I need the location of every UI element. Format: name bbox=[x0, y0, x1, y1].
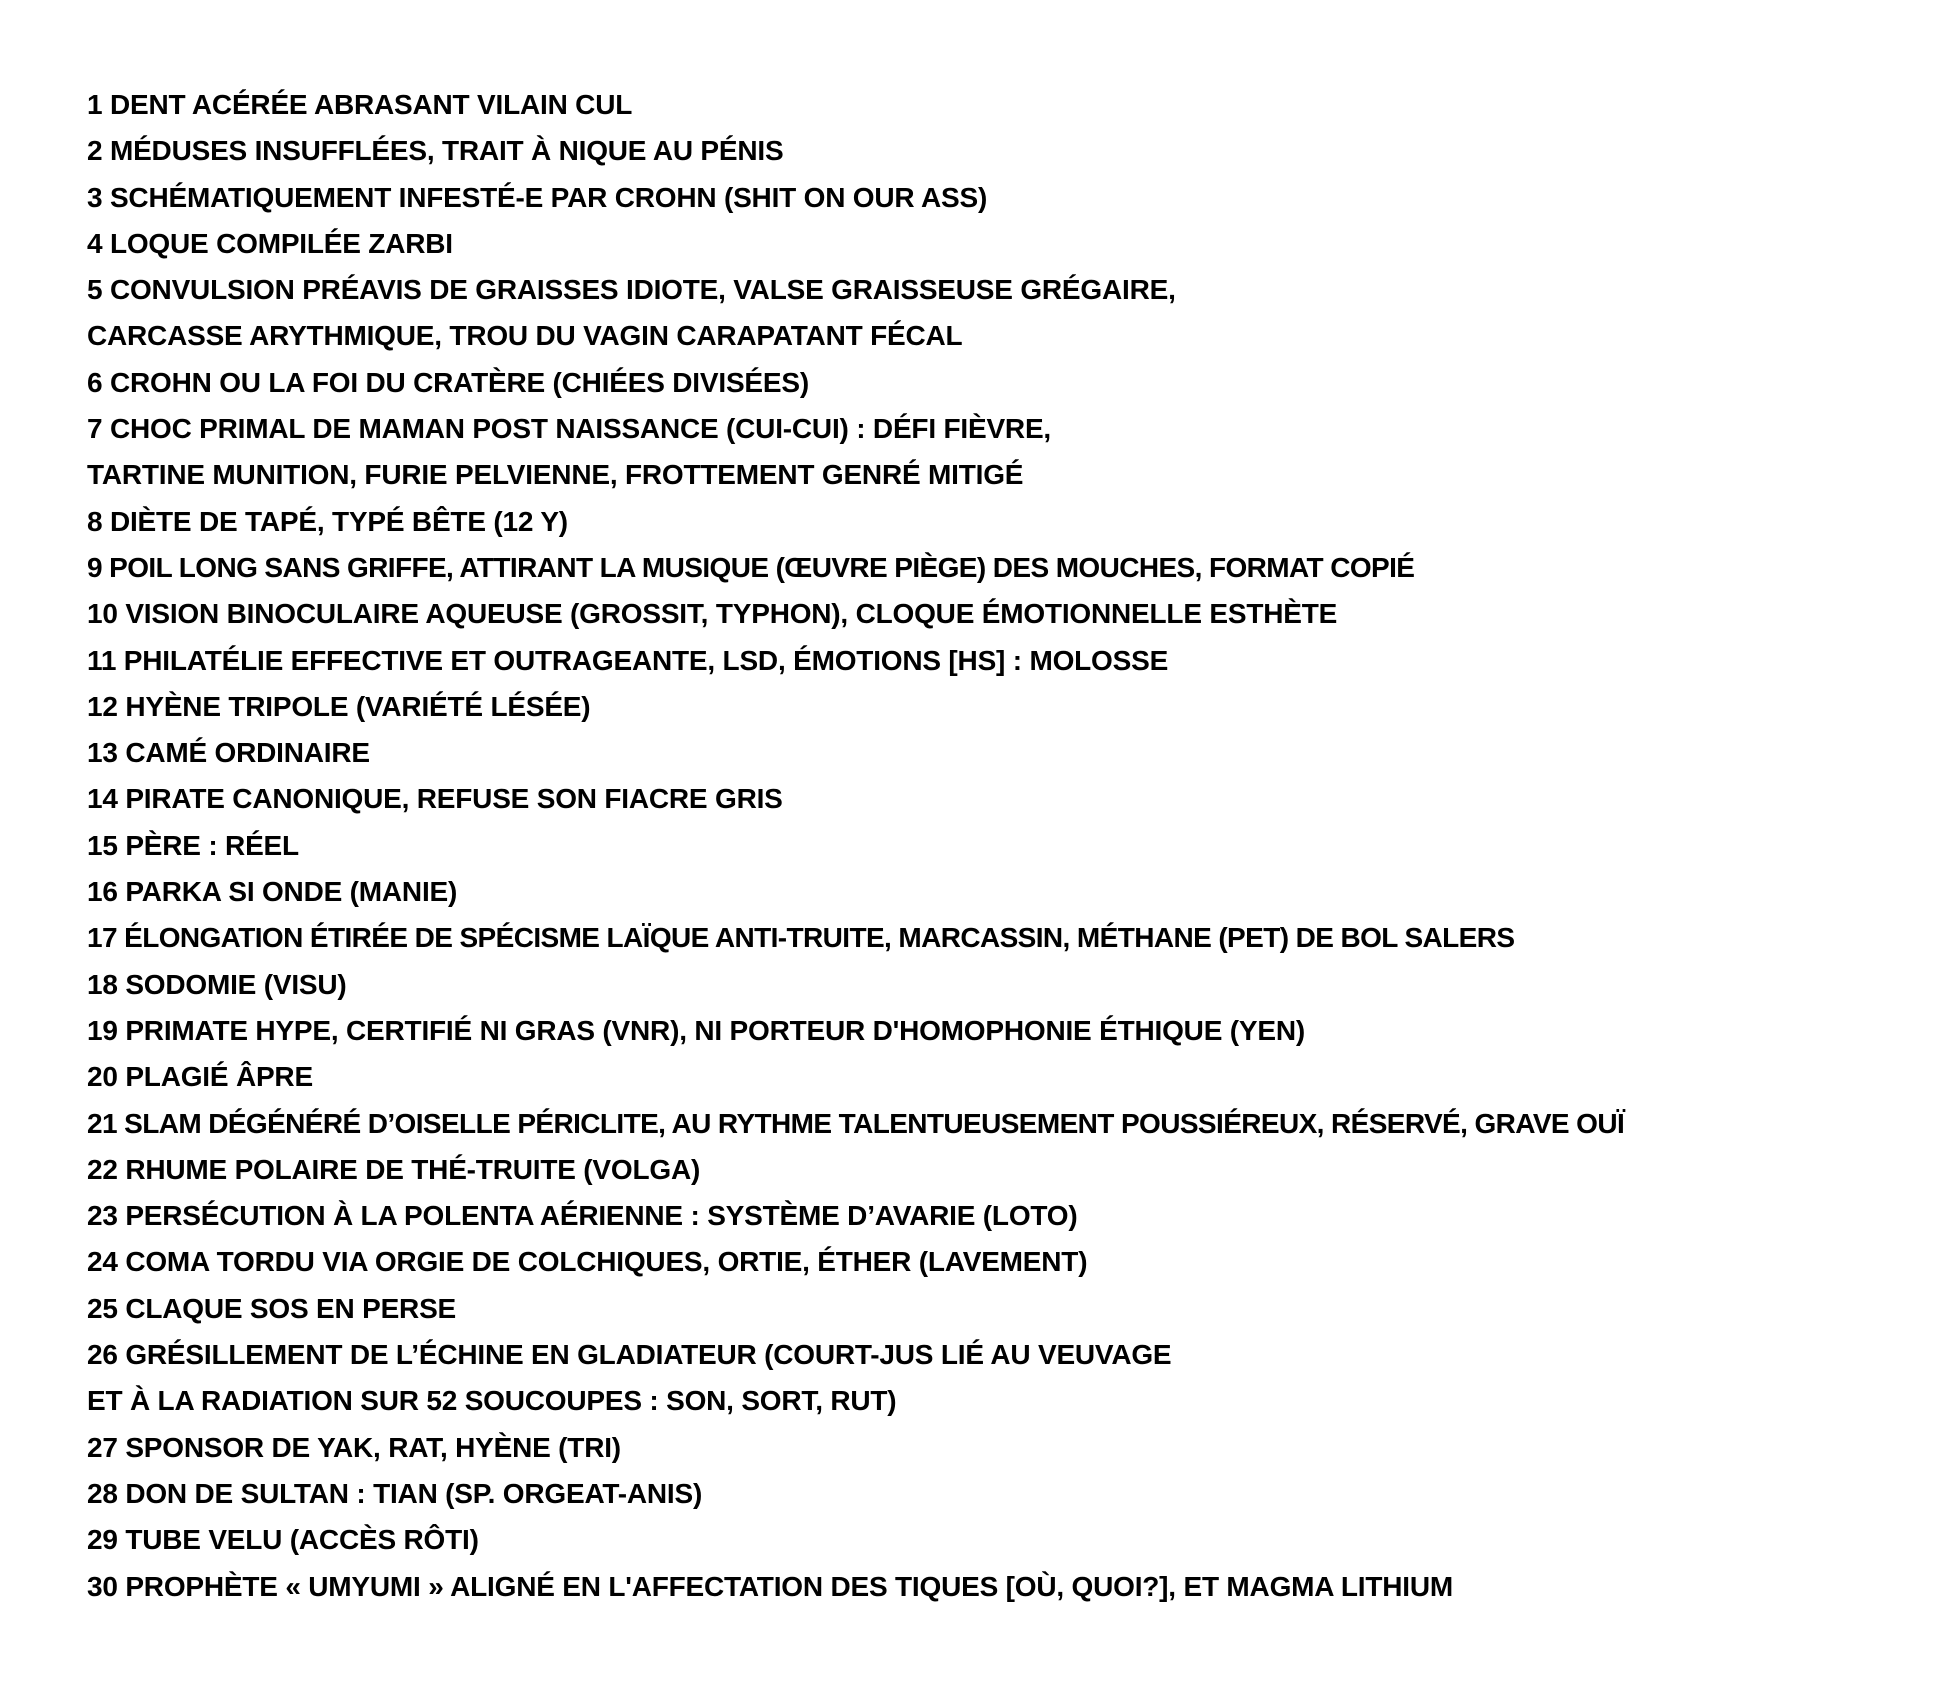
list-line: 11 PHILATÉLIE EFFECTIVE ET OUTRAGEANTE, LSD, ÉMOTIONS [HS] : MOLOSSE bbox=[87, 644, 1169, 676]
list-line: 30 PROPHÈTE « UMYUMI » ALIGNÉ EN L'AFFECTATION DES TIQUES [OÙ, QUOI?], ET MAGMA LITHIUM bbox=[87, 1570, 1453, 1602]
list-line: 15 PÈRE : RÉEL bbox=[87, 829, 299, 861]
list-line: 6 CROHN OU LA FOI DU CRATÈRE (CHIÉES DIVISÉES) bbox=[87, 366, 809, 398]
list-line: 7 CHOC PRIMAL DE MAMAN POST NAISSANCE (CUI-CUI) : DÉFI FIÈVRE, bbox=[87, 413, 1052, 445]
list-line: 25 CLAQUE SOS EN PERSE bbox=[87, 1292, 457, 1324]
list-line: 9 POIL LONG SANS GRIFFE, ATTIRANT LA MUSIQUE (ŒUVRE PIÈGE) DES MOUCHES, FORMAT COPIÉ bbox=[87, 551, 1415, 583]
list-line: 21 SLAM DÉGÉNÉRÉ D’OISELLE PÉRICLITE, AU RYTHME TALENTUEUSEMENT POUSSIÉREUX, RÉSERVÉ, GRAVE OUÏ bbox=[87, 1107, 1625, 1139]
list-line: 27 SPONSOR DE YAK, RAT, HYÈNE (TRI) bbox=[87, 1431, 621, 1463]
list-line: 12 HYÈNE TRIPOLE (VARIÉTÉ LÉSÉE) bbox=[87, 690, 591, 722]
numbered-list bbox=[87, 82, 1887, 1656]
list-line: 28 DON DE SULTAN : TIAN (SP. ORGEAT-ANIS) bbox=[87, 1477, 703, 1509]
list-line: 2 MÉDUSES INSUFFLÉES, TRAIT À NIQUE AU PÉNIS bbox=[87, 135, 784, 167]
list-line: 14 PIRATE CANONIQUE, REFUSE SON FIACRE GRIS bbox=[87, 783, 783, 815]
list-line: 19 PRIMATE HYPE, CERTIFIÉ NI GRAS (VNR), NI PORTEUR D'HOMOPHONIE ÉTHIQUE (YEN) bbox=[87, 1014, 1305, 1046]
list-line: ET À LA RADIATION SUR 52 SOUCOUPES : SON, SORT, RUT) bbox=[87, 1385, 897, 1417]
list-line: 18 SODOMIE (VISU) bbox=[87, 968, 347, 1000]
list-line: 29 TUBE VELU (ACCÈS RÔTI) bbox=[87, 1524, 479, 1556]
list-line: 16 PARKA SI ONDE (MANIE) bbox=[87, 876, 458, 908]
list-line: 22 RHUME POLAIRE DE THÉ-TRUITE (VOLGA) bbox=[87, 1153, 701, 1185]
list-line: 13 CAMÉ ORDINAIRE bbox=[87, 737, 370, 769]
list-line: 5 CONVULSION PRÉAVIS DE GRAISSES IDIOTE, VALSE GRAISSEUSE GRÉGAIRE, bbox=[87, 274, 1176, 306]
list-line: 10 VISION BINOCULAIRE AQUEUSE (GROSSIT, TYPHON), CLOQUE ÉMOTIONNELLE ESTHÈTE bbox=[87, 598, 1338, 630]
list-line: 1 DENT ACÉRÉE ABRASANT VILAIN CUL bbox=[87, 89, 633, 120]
list-line bbox=[87, 1610, 1887, 1656]
list-line: 26 GRÉSILLEMENT DE L’ÉCHINE EN GLADIATEUR (COURT-JUS LIÉ AU VEUVAGE bbox=[87, 1339, 1172, 1371]
list-line: 4 LOQUE COMPILÉE ZARBI bbox=[87, 227, 453, 259]
list-line: 17 ÉLONGATION ÉTIRÉE DE SPÉCISME LAÏQUE ANTI-TRUITE, MARCASSIN, MÉTHANE (PET) DE BOL SALERS bbox=[87, 922, 1515, 954]
list-line: 3 SCHÉMATIQUEMENT INFESTÉ-E PAR CROHN (SHIT ON OUR ASS) bbox=[87, 181, 988, 213]
list-line: 23 PERSÉCUTION À LA POLENTA AÉRIENNE : SYSTÈME D’AVARIE (LOTO) bbox=[87, 1200, 1078, 1232]
list-line: 8 DIÈTE DE TAPÉ, TYPÉ BÊTE (12 Y) bbox=[87, 505, 568, 537]
list-line: TARTINE MUNITION, FURIE PELVIENNE, FROTTEMENT GENRÉ MITIGÉ bbox=[87, 459, 1024, 491]
list-line: CARCASSE ARYTHMIQUE, TROU DU VAGIN CARAPATANT FÉCAL bbox=[87, 320, 963, 352]
list-line: 24 COMA TORDU VIA ORGIE DE COLCHIQUES, ORTIE, ÉTHER (LAVEMENT) bbox=[87, 1246, 1088, 1278]
list-line: 20 PLAGIÉ ÂPRE bbox=[87, 1061, 313, 1093]
